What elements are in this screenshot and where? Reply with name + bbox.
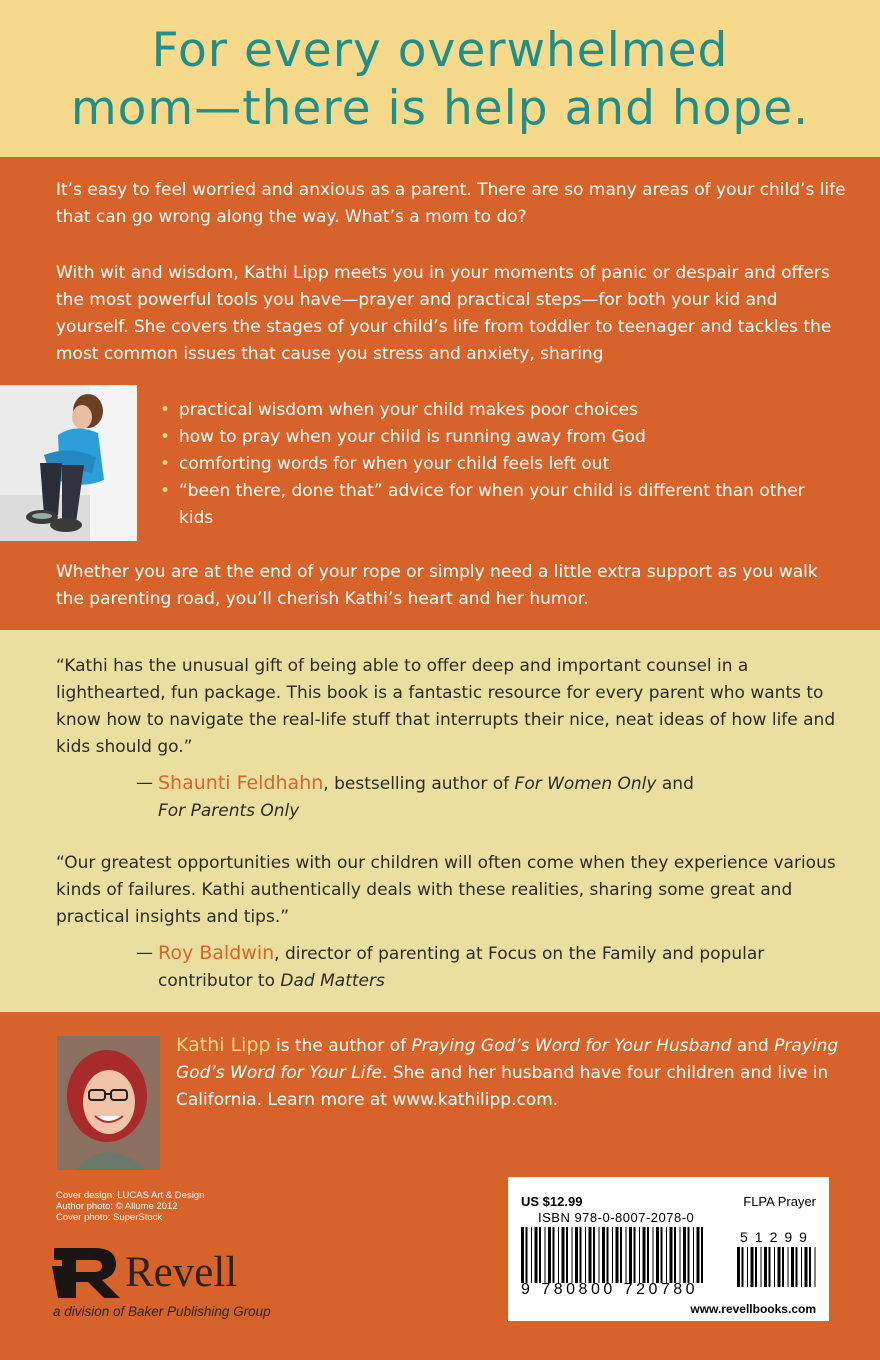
barcode-bar	[545, 1227, 546, 1283]
barcode-bar	[801, 1247, 802, 1287]
barcode-bar	[742, 1247, 744, 1287]
cover-credits: Cover design: LUCAS Art & Design Author photo: © Allume 2012 Cover photo: SuperStock	[56, 1190, 205, 1223]
bullet-list	[158, 397, 838, 532]
barcode-bar	[589, 1227, 592, 1283]
headline-line-1: For every overwhelmed	[151, 23, 729, 78]
header-band	[0, 0, 880, 157]
bullet-dot: •	[160, 481, 171, 501]
author-photo	[57, 1036, 160, 1170]
barcode-bar	[764, 1247, 767, 1287]
barcode-bar	[761, 1247, 762, 1287]
barcode-bar	[548, 1227, 551, 1283]
barcode-bar	[809, 1247, 811, 1287]
endorsements-section	[0, 630, 880, 1012]
barcode-bar	[751, 1247, 754, 1287]
barcode-bar	[558, 1227, 559, 1283]
barcode-bar	[693, 1227, 694, 1283]
endorser-name: Shaunti Feldhahn	[158, 772, 324, 794]
barcode-bar	[680, 1227, 681, 1283]
barcode-bar	[593, 1227, 595, 1283]
barcode-panel	[508, 1177, 829, 1321]
headline-line-2: mom—there is help and hope.	[70, 81, 810, 136]
synopsis-paragraph-3: Whether you are at the end of your rope or simply need a little extra support as you walk the parenting road, you’ll cherish Kathi’s heart and her humor.	[56, 562, 818, 609]
barcode-bar	[626, 1227, 627, 1283]
barcode-bar	[661, 1227, 663, 1283]
barcode-bar	[647, 1227, 649, 1283]
barcode-bar	[643, 1227, 646, 1283]
endorsement-quote-2: “Our greatest opportunities with our children will often come when they experience various kinds of failures. Kathi authentically deals with these realities, sharing some great and practical insights and tips.”	[56, 853, 836, 927]
list-item: • practical wisdom when your child makes poor choices	[158, 397, 838, 424]
book-title: Praying God’s Word for Your Husband	[411, 1036, 732, 1056]
author-section	[0, 1012, 880, 1360]
author-name: Kathi Lipp	[176, 1034, 271, 1056]
barcode-bar	[562, 1227, 565, 1283]
price-addon-digits: 51299	[740, 1229, 814, 1245]
barcode-bar	[553, 1227, 555, 1283]
barcode-bar	[782, 1247, 784, 1287]
barcode-bar	[737, 1247, 740, 1287]
barcode-bar	[666, 1227, 667, 1283]
barcode-bar	[796, 1247, 798, 1287]
list-item: • comforting words for when your child feels left out	[158, 451, 838, 478]
price-addon-barcode	[737, 1247, 817, 1287]
barcode-bar	[769, 1247, 771, 1287]
bullet-dot: •	[160, 400, 171, 420]
synopsis-section	[0, 157, 880, 630]
barcode-bar	[535, 1227, 538, 1283]
barcode-bar	[572, 1227, 573, 1283]
barcode-bar	[629, 1227, 632, 1283]
barcode-bar	[670, 1227, 673, 1283]
barcode-bar	[580, 1227, 582, 1283]
barcode-bar	[701, 1227, 703, 1283]
barcode-bar	[539, 1227, 541, 1283]
author-bio: Kathi Lipp is the author of Praying God’s Word for Your Husband and Praying God’s Word for Your Life. She and her husband have four children and live in California. Learn more at www.kathilipp.com.	[176, 1034, 839, 1110]
barcode-bar	[674, 1227, 676, 1283]
barcode-bar	[531, 1227, 532, 1283]
barcode-bar	[616, 1227, 619, 1283]
barcode-bar	[602, 1227, 605, 1283]
book-title: For Parents Only	[158, 801, 300, 821]
barcode-bar	[815, 1247, 816, 1287]
teen-boy-photo	[0, 385, 137, 541]
list-item: • “been there, done that” advice for when your child is different than other kids	[158, 478, 838, 532]
barcode-bar	[521, 1227, 524, 1283]
endorsement-quote-1: “Kathi has the unusual gift of being able to offer deep and important counsel in a lighthearted, fun package. This book is a fantastic resource for every parent who wants to know how to navigate the real-life stuff that interrupts their nice, neat ideas of how life and kids should go.”	[56, 656, 836, 757]
book-title: For Women Only	[514, 774, 657, 794]
barcode-bar	[585, 1227, 586, 1283]
barcode-bar	[526, 1227, 528, 1283]
barcode-bar	[697, 1227, 700, 1283]
barcode-bar	[607, 1227, 609, 1283]
barcode-bar	[653, 1227, 654, 1283]
barcode-bar	[620, 1227, 622, 1283]
barcode-bar	[791, 1247, 794, 1287]
publisher-name: Revell	[125, 1249, 238, 1296]
barcode-bar	[599, 1227, 600, 1283]
endorsement-attribution-1: — Shaunti Feldhahn, bestselling author of For Women Only and For Parents Only	[136, 772, 694, 821]
barcode-digits: 9 780800 720780	[521, 1281, 699, 1298]
barcode-bar	[805, 1247, 808, 1287]
endorser-name: Roy Baldwin	[158, 942, 275, 964]
synopsis-paragraph-1: It’s easy to feel worried and anxious as a parent. There are so many areas of your child’s life that can go wrong along the way. What’s a mom to do?	[56, 180, 846, 227]
barcode-bar	[683, 1227, 686, 1283]
synopsis-paragraph-2: With wit and wisdom, Kathi Lipp meets you in your moments of panic or despair and offers the most powerful tools you have—prayer and practical steps—for both your kid and yourself. She covers the stages of your child’s life from toddler to teenager and tackles the most common issues that cause you stress and anxiety, sharing	[56, 263, 832, 364]
barcode-bar	[566, 1227, 568, 1283]
barcode-bar	[747, 1247, 748, 1287]
attribution-dash: —	[136, 773, 153, 793]
endorsement-attribution-2: — Roy Baldwin, director of parenting at Focus on the Family and popular contributor to Dad Matters	[136, 942, 765, 991]
barcode-bar	[656, 1227, 659, 1283]
barcode-bar	[755, 1247, 757, 1287]
barcode-bar	[575, 1227, 578, 1283]
isbn-barcode	[521, 1227, 707, 1283]
barcode-bar	[639, 1227, 640, 1283]
bullet-dot: •	[160, 454, 171, 474]
barcode-bar	[634, 1227, 636, 1283]
list-item: • how to pray when your child is running away from God	[158, 424, 838, 451]
price-label: US $12.99	[521, 1194, 583, 1209]
barcode-bar	[788, 1247, 789, 1287]
barcode-bar	[778, 1247, 781, 1287]
book-title: Praying God’s Word for Your Life	[176, 1036, 839, 1083]
category-label: FLPA Prayer	[743, 1194, 816, 1209]
publisher-url: www.revellbooks.com	[690, 1302, 816, 1316]
book-title: Dad Matters	[280, 971, 385, 991]
barcode-bar	[612, 1227, 613, 1283]
attribution-dash: —	[136, 943, 153, 963]
headline	[0, 22, 880, 138]
isbn-label: ISBN 978-0-8007-2078-0	[538, 1210, 695, 1225]
bullet-dot: •	[160, 427, 171, 447]
barcode-bar	[774, 1247, 775, 1287]
publisher-tagline: a division of Baker Publishing Group	[53, 1304, 271, 1319]
barcode-bar	[688, 1227, 690, 1283]
